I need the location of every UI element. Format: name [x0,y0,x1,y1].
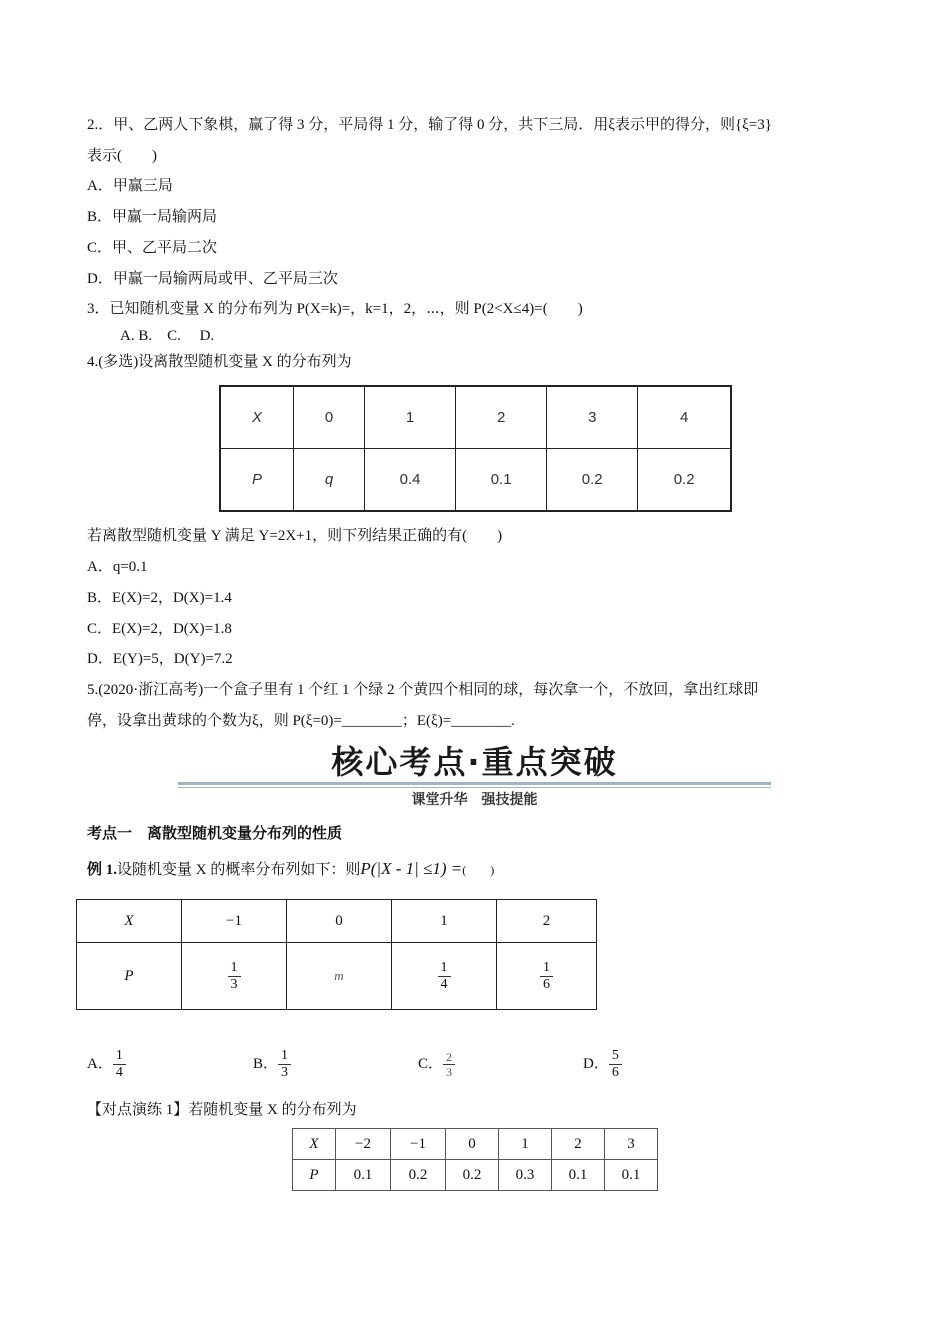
ex-cell: m [287,943,392,1010]
q4-cell: 0.1 [456,449,547,512]
q4-distribution-table [219,385,732,512]
fraction-den: 3 [281,1064,289,1080]
q5-line2: 停，设拿出黄球的个数为ξ，则 P(ξ=0)=________；E(ξ)=________. [87,713,515,729]
q4-option-c: C．E(X)=2，D(X)=1.8 [87,621,232,637]
ex-cell: P [77,943,182,1010]
option-label: A． [87,1056,113,1072]
q4-cell: 0.2 [638,449,731,512]
example1-text: 设随机变量 X 的概率分布列如下：则 [117,862,361,878]
fraction [113,1048,126,1081]
ex-cell: 2 [497,900,597,943]
q2-option-b: B．甲赢一局输两局 [87,209,218,225]
pr-cell: 2 [552,1129,605,1160]
practice1-title: 【对点演练 1】若随机变量 X 的分布列为 [87,1102,357,1118]
section-banner [178,742,771,812]
fraction [443,1050,455,1079]
q4-option-b: B．E(X)=2，D(X)=1.4 [87,590,232,606]
pr-cell: 0.1 [552,1160,605,1191]
q4-row-x [220,386,731,449]
fraction-den: 4 [440,976,448,992]
ex-row-x [77,900,597,943]
example1-option-a [87,1043,126,1085]
ex-cell: X [77,900,182,943]
pr-cell: 0.1 [336,1160,391,1191]
q2-option-c: C．甲、乙平局二次 [87,240,218,256]
fraction-den: 6 [611,1064,619,1080]
pr-row-p [293,1160,658,1191]
pr-cell: 0 [446,1129,499,1160]
banner-divider [178,782,771,785]
banner-subtitle: 课堂升华 强技提能 [411,792,538,808]
q2-option-a: A．甲赢三局 [87,178,173,194]
q4-cell: X [220,386,294,449]
pr-cell: −2 [336,1129,391,1160]
q5-line1: 5.(2020·浙江高考)一个盒子里有 1 个红 1 个绿 2 个黄四个相同的球，每次拿一个，不放回，拿出红球即 [87,682,759,698]
q4-cell: 1 [365,386,456,449]
fraction-num: 1 [540,960,553,977]
option-label: D． [583,1056,609,1072]
q4-title: 4.(多选)设离散型随机变量 X 的分布列为 [87,354,352,370]
ex-cell: 0 [287,900,392,943]
fraction-num: 1 [278,1048,291,1065]
ex-cell [497,943,597,1010]
example1-distribution-table [76,899,597,1010]
pr-row-x [293,1129,658,1160]
q2-option-d: D．甲赢一局输两局或甲、乙平局三次 [87,271,338,287]
fraction-num: 1 [438,960,451,977]
fraction [228,960,241,993]
q2-line1: 2.．甲、乙两人下象棋，赢了得 3 分，平局得 1 分，输了得 0 分，共下三局．用ξ表示甲的得分，则{ξ=3} [87,117,772,133]
practice1-distribution-table [292,1128,658,1191]
ex-row-p [77,943,597,1010]
q4-cell: 0 [294,386,365,449]
example1-line [87,858,494,881]
option-label: C． [418,1056,444,1072]
q4-option-a: A．q=0.1 [87,559,148,575]
q2-line2: 表示( ) [87,148,157,164]
fraction [278,1048,291,1081]
fraction-den: 3 [230,976,238,992]
fraction-den: 3 [446,1064,453,1079]
q4-cell: 2 [456,386,547,449]
example1-option-c [418,1043,455,1085]
q4-cell: q [294,449,365,512]
banner-divider-thin [178,787,771,788]
fraction [438,960,451,993]
q4-condition: 若离散型随机变量 Y 满足 Y=2X+1，则下列结果正确的有( ) [87,528,503,544]
fraction-num: 1 [113,1048,126,1065]
fraction-num: 2 [443,1050,455,1065]
example1-option-b [253,1043,291,1085]
example1-label: 例 1. [87,862,118,878]
example1-option-d [583,1043,622,1085]
fraction-num: 5 [609,1048,622,1065]
q4-cell: 0.4 [365,449,456,512]
q3-options: A. B. C. D. [120,328,215,344]
fraction [609,1048,622,1081]
q3-text: 3．已知随机变量 X 的分布列为 P(X=k)=，k=1，2，⋯，则 P(2<X≤4)=( ) [87,301,583,317]
q4-cell: 3 [547,386,638,449]
fraction-num: 1 [228,960,241,977]
q4-cell: 4 [638,386,731,449]
pr-cell: 0.1 [605,1160,658,1191]
example1-formula: P(|X - 1| ≤1) = [360,859,463,878]
q4-option-d: D．E(Y)=5，D(Y)=7.2 [87,651,233,667]
option-label: B． [253,1056,279,1072]
pr-cell: 0.2 [391,1160,446,1191]
pr-cell: X [293,1129,336,1160]
ex-cell: 1 [392,900,497,943]
pr-cell: 3 [605,1129,658,1160]
banner-title: 核心考点·重点突破 [331,743,618,781]
pr-cell: 0.2 [446,1160,499,1191]
kaodian1-title: 考点一 离散型随机变量分布列的性质 [87,824,343,842]
q4-cell: P [220,449,294,512]
q4-cell: 0.2 [547,449,638,512]
q4-row-p [220,449,731,512]
example1-paren: ( ) [462,863,495,877]
pr-cell: −1 [391,1129,446,1160]
ex-cell: −1 [182,900,287,943]
fraction [540,960,553,993]
pr-cell: 1 [499,1129,552,1160]
ex-cell [392,943,497,1010]
pr-cell: P [293,1160,336,1191]
fraction-den: 4 [115,1064,123,1080]
fraction-den: 6 [543,976,550,992]
pr-cell: 0.3 [499,1160,552,1191]
ex-cell [182,943,287,1010]
